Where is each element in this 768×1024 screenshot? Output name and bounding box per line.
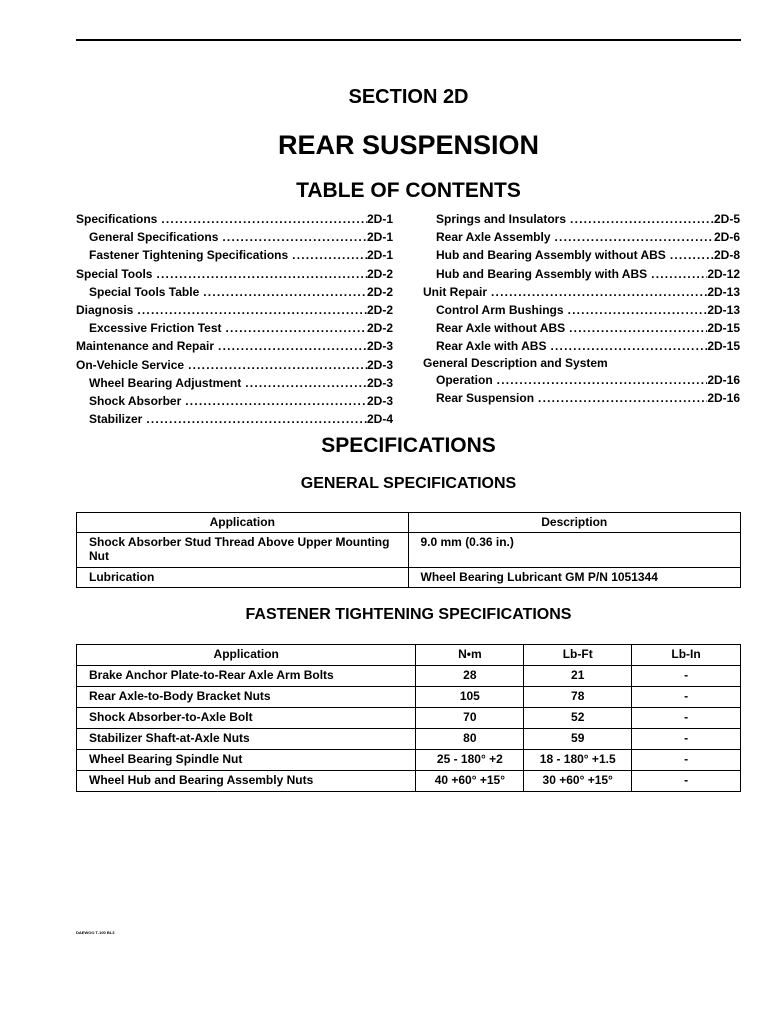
toc-entry[interactable] [76,356,393,374]
toc-leader-dots [218,228,367,246]
toc-leader-dots [546,337,707,355]
toc-entry-page: 2D-13 [707,284,740,299]
toc-entry[interactable] [423,371,740,389]
toc-right-column [423,210,740,407]
toc-entry[interactable] [76,228,393,246]
lbft-cell: 30 +60° +15° [524,771,632,792]
toc-entry[interactable] [76,246,393,264]
toc-entry-page: 2D-13 [707,302,740,317]
fastener-specifications-heading: FASTENER TIGHTENING SPECIFICATIONS [245,606,572,623]
column-header-lbft: Lb-Ft [524,645,632,666]
column-header-nm: N•m [416,645,524,666]
toc-leader-dots [142,410,367,428]
toc-entry[interactable] [76,392,393,410]
column-header-application: Application [77,645,416,666]
toc-entry-page: 2D-2 [366,302,393,317]
fastener-tightening-table [76,644,741,792]
toc-entry[interactable] [423,246,740,264]
toc-leader-dots [222,319,367,337]
toc-entry[interactable] [76,265,393,283]
toc-left-column [76,210,393,428]
specifications-heading: SPECIFICATIONS [321,434,496,457]
page-title: REAR SUSPENSION [277,130,540,160]
toc-entry[interactable] [423,356,740,371]
toc-leader-dots [487,283,707,301]
toc-entry[interactable] [76,374,393,392]
toc-entry-label: Diagnosis [76,302,134,317]
description-cell: 9.0 mm (0.36 in.) [408,533,741,568]
table-header-row [77,645,741,666]
toc-entry-label: Excessive Friction Test [89,321,222,336]
toc-entry-page: 2D-3 [366,357,393,372]
toc-entry-page: 2D-12 [707,266,740,281]
toc-entry[interactable] [423,389,740,407]
toc-leader-dots [566,210,714,228]
nm-cell: 70 [416,708,524,729]
column-header-application: Application [77,513,409,533]
toc-leader-dots [133,301,367,319]
toc-entry[interactable] [423,265,740,283]
toc-leader-dots [288,246,367,264]
toc-entry[interactable] [76,283,393,301]
toc-entry[interactable] [423,283,740,301]
nm-cell: 40 +60° +15° [416,771,524,792]
toc-entry[interactable] [423,210,740,228]
toc-entry-page: 2D-1 [366,248,393,263]
table-row [77,666,741,687]
application-cell: Rear Axle-to-Body Bracket Nuts [77,687,416,708]
toc-entry-page: 2D-2 [366,321,393,336]
lbft-cell: 59 [524,729,632,750]
toc-leader-dots [152,265,367,283]
nm-cell: 25 - 180° +2 [416,750,524,771]
toc-entry-label: Shock Absorber [89,393,182,408]
column-header-description: Description [408,513,741,533]
toc-entry-page: 2D-3 [366,339,393,354]
application-cell: Stabilizer Shaft-at-Axle Nuts [77,729,416,750]
toc-entry-label: General Specifications [89,230,219,245]
toc-entry-label: Special Tools Table [89,284,200,299]
general-specifications-table [76,512,741,588]
table-row [77,533,741,568]
toc-entry[interactable] [423,301,740,319]
toc-entry-page: 2D-1 [366,212,393,226]
toc-leader-dots [565,319,707,337]
toc-entry-page: 2D-15 [707,339,740,354]
toc-entry[interactable] [76,319,393,337]
toc-entry-label: Operation [436,372,493,387]
toc-entry-page: 2D-4 [366,412,393,427]
toc-entry-label: Stabilizer [89,412,143,427]
toc-leader-dots [534,389,707,407]
lbin-cell: - [632,750,741,771]
toc-entry-label: Maintenance and Repair [76,339,215,354]
nm-cell: 105 [416,687,524,708]
toc-entry[interactable] [76,301,393,319]
toc-entry-label: Special Tools [76,266,153,281]
top-rule [76,39,741,41]
application-cell: Lubrication [77,568,409,588]
toc-entry[interactable] [423,228,740,246]
lbft-cell: 18 - 180° +1.5 [524,750,632,771]
toc-entry-label: Control Arm Bushings [436,302,564,317]
application-cell: Brake Anchor Plate-to-Rear Axle Arm Bolts [77,666,416,687]
table-row [77,708,741,729]
toc-leader-dots [184,356,367,374]
toc-entry-label: Unit Repair [423,284,488,299]
toc-entry-label: Rear Axle Assembly [436,230,551,245]
toc-entry-label: Hub and Bearing Assembly with ABS [436,266,648,281]
toc-entry-page: 2D-16 [707,390,740,405]
description-cell: Wheel Bearing Lubricant GM P/N 1051344 [408,568,741,588]
lbin-cell: - [632,729,741,750]
toc-leader-dots [564,301,708,319]
toc-entry-page: 2D-2 [366,266,393,281]
toc-title: TABLE OF CONTENTS [296,179,521,202]
toc-entry-page: 2D-15 [707,321,740,336]
toc-entry-page: 2D-3 [366,375,393,390]
lbft-cell: 52 [524,708,632,729]
toc-leader-dots [551,228,714,246]
toc-entry[interactable] [423,337,740,355]
table-row [77,750,741,771]
application-cell: Shock Absorber-to-Axle Bolt [77,708,416,729]
application-cell: Wheel Hub and Bearing Assembly Nuts [77,771,416,792]
toc-leader-dots [199,283,367,301]
lbin-cell: - [632,771,741,792]
toc-entry-page: 2D-5 [713,212,740,226]
toc-entry-label: Rear Axle with ABS [436,339,547,354]
table-header-row [77,513,741,533]
toc-entry-label: On-Vehicle Service [76,357,185,372]
table-row [77,771,741,792]
application-cell: Shock Absorber Stud Thread Above Upper Mounting Nut [77,533,409,568]
toc-leader-dots [493,371,708,389]
lbin-cell: - [632,687,741,708]
toc-entry-page: 2D-8 [713,248,740,263]
toc-entry-label: Rear Axle without ABS [436,321,566,336]
table-row [77,568,741,588]
toc-entry[interactable] [423,319,740,337]
footer-code: DAEWOO T-100 BL3 [76,930,115,935]
toc-entry-label: Rear Suspension [436,390,535,405]
toc-leader-dots [666,246,714,264]
toc-leader-dots [157,210,367,228]
toc-entry[interactable] [76,210,393,228]
nm-cell: 80 [416,729,524,750]
lbin-cell: - [632,666,741,687]
lbft-cell: 78 [524,687,632,708]
section-label: SECTION 2D [348,86,469,108]
toc-entry-label: Specifications [76,212,158,226]
lbin-cell: - [632,708,741,729]
toc-entry-page: 2D-16 [707,372,740,387]
toc-entry-label: Wheel Bearing Adjustment [89,375,242,390]
column-header-lbin: Lb-In [632,645,741,666]
toc-entry-page: 2D-3 [366,393,393,408]
table-row [77,729,741,750]
toc-entry-label: General Description and System [423,355,608,370]
table-row [77,687,741,708]
toc-entry-label: Fastener Tightening Specifications [89,248,289,263]
toc-entry-page: 2D-2 [366,284,393,299]
toc-entry-page: 2D-6 [713,230,740,245]
lbft-cell: 21 [524,666,632,687]
toc-entry-label: Hub and Bearing Assembly without ABS [436,248,666,263]
toc-leader-dots [647,265,707,283]
toc-leader-dots [181,392,367,410]
application-cell: Wheel Bearing Spindle Nut [77,750,416,771]
toc-leader-dots [214,337,367,355]
toc-entry[interactable] [76,410,393,428]
nm-cell: 28 [416,666,524,687]
general-specifications-heading: GENERAL SPECIFICATIONS [300,475,517,492]
toc-leader-dots [241,374,367,392]
toc-entry-page: 2D-1 [366,230,393,245]
toc-entry[interactable] [76,337,393,355]
toc-entry-label: Springs and Insulators [436,212,567,226]
